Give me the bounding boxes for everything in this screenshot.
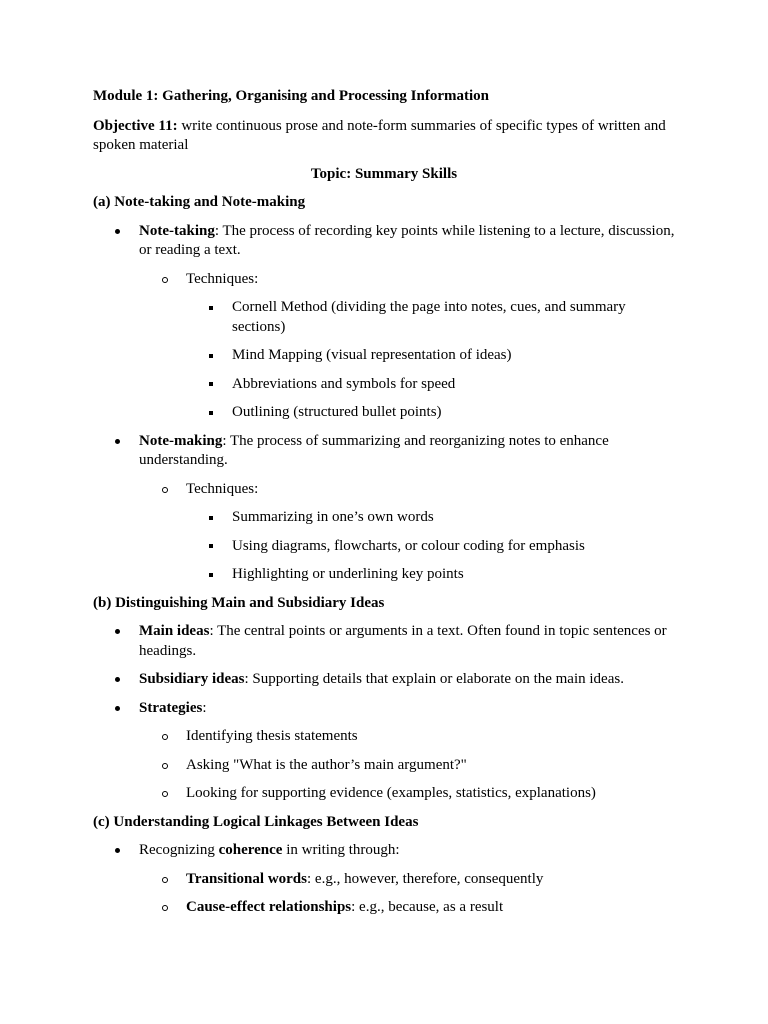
- technique-text: Highlighting or underlining key points: [232, 566, 464, 582]
- term-transitional-words: Transitional words: [186, 870, 307, 887]
- bullet-square-icon: [209, 516, 213, 520]
- technique-text: Using diagrams, flowcharts, or colour coding for emphasis: [232, 537, 585, 554]
- bullet-square-icon: [209, 573, 213, 577]
- bullet-disc-icon: [115, 439, 120, 444]
- main-ideas-text: : The central points or arguments in a text. Often found in topic sentences or headings.: [139, 623, 667, 659]
- bullet-circle-icon: [162, 905, 168, 911]
- list-item-linkage: [93, 870, 675, 890]
- technique-text: Mind Mapping (visual representation of ideas): [232, 347, 512, 363]
- list-item-technique: [93, 537, 675, 557]
- techniques-label: Techniques:: [186, 270, 259, 287]
- list-item-technique: [93, 565, 675, 585]
- topic-heading: Topic: Summary Skills: [310, 165, 458, 182]
- bullet-circle-icon: [162, 734, 168, 740]
- note-making-text: : The process of summarizing and reorganizing notes to enhance understanding.: [139, 432, 609, 468]
- list-item-strategies: [93, 699, 675, 719]
- list-item-technique: [93, 298, 675, 337]
- bullet-disc-icon: [115, 229, 120, 234]
- bullet-circle-icon: [162, 487, 168, 493]
- section-a-list: [93, 222, 675, 585]
- term-note-making: Note-making: [139, 432, 223, 449]
- note-taking-text: : The process of recording key points while listening to a lecture, discussion, or reading a text.: [139, 222, 675, 258]
- techniques-label: Techniques:: [186, 480, 259, 497]
- list-item-strategy: [93, 756, 675, 776]
- bullet-circle-icon: [162, 791, 168, 797]
- list-item-technique: [93, 403, 675, 423]
- section-a-heading: (a) Note-taking and Note-making: [93, 194, 306, 210]
- bullet-square-icon: [209, 544, 213, 548]
- bullet-square-icon: [209, 306, 213, 310]
- section-b-heading: (b) Distinguishing Main and Subsidiary Ideas: [93, 594, 385, 611]
- term-cause-effect: Cause-effect relationships: [186, 899, 352, 915]
- list-item-recognizing: [93, 841, 675, 861]
- cause-effect-text: : e.g., because, as a result: [351, 899, 504, 915]
- document-page: [93, 87, 675, 927]
- technique-text: Outlining (structured bullet points): [232, 404, 442, 420]
- module-title: Module 1: Gathering, Organising and Processing Information: [93, 88, 489, 104]
- list-item-strategy: [93, 727, 675, 747]
- term-coherence: coherence: [218, 842, 283, 858]
- term-note-taking: Note-taking: [139, 222, 215, 239]
- list-item-technique: [93, 346, 675, 366]
- objective-text: write continuous prose and note-form summaries of specific types of written and spoken material: [93, 117, 666, 153]
- list-item-technique: [93, 375, 675, 395]
- bullet-circle-icon: [162, 277, 168, 283]
- strategy-text: Looking for supporting evidence (examples, statistics, explanations): [186, 785, 596, 801]
- bullet-circle-icon: [162, 763, 168, 769]
- bullet-disc-icon: [115, 848, 120, 853]
- strategies-text: :: [202, 699, 207, 716]
- term-main-ideas: Main ideas: [139, 623, 210, 639]
- list-item-linkage: [93, 898, 675, 918]
- list-item-note-making: [93, 432, 675, 471]
- bullet-square-icon: [209, 354, 213, 358]
- recognizing-before: Recognizing: [139, 842, 219, 858]
- bullet-disc-icon: [115, 677, 120, 682]
- list-item-technique: [93, 508, 675, 528]
- list-item-techniques: [93, 480, 675, 500]
- recognizing-after: in writing through:: [282, 842, 400, 858]
- technique-text: Cornell Method (dividing the page into notes, cues, and summary sections): [232, 299, 626, 335]
- strategy-text: Asking "What is the author’s main argument?": [186, 756, 467, 773]
- list-item-note-taking: [93, 222, 675, 261]
- list-item-strategy: [93, 784, 675, 804]
- list-item-techniques: [93, 270, 675, 290]
- list-item-subsidiary-ideas: [93, 670, 675, 690]
- technique-text: Abbreviations and symbols for speed: [232, 375, 456, 392]
- bullet-circle-icon: [162, 877, 168, 883]
- bullet-square-icon: [209, 382, 213, 386]
- bullet-square-icon: [209, 411, 213, 415]
- subsidiary-ideas-text: : Supporting details that explain or elaborate on the main ideas.: [244, 671, 624, 687]
- technique-text: Summarizing in one’s own words: [232, 509, 434, 525]
- transitional-words-text: : e.g., however, therefore, consequently: [307, 870, 544, 887]
- section-c-list: [93, 841, 675, 918]
- list-item-main-ideas: [93, 622, 675, 661]
- objective: [93, 117, 675, 156]
- strategy-text: Identifying thesis statements: [186, 728, 358, 744]
- bullet-disc-icon: [115, 706, 120, 711]
- section-b-list: [93, 622, 675, 804]
- term-strategies: Strategies: [139, 699, 203, 716]
- objective-label: Objective 11:: [93, 117, 178, 134]
- section-c-heading: (c) Understanding Logical Linkages Between Ideas: [93, 813, 419, 830]
- bullet-disc-icon: [115, 629, 120, 634]
- term-subsidiary-ideas: Subsidiary ideas: [139, 671, 245, 687]
